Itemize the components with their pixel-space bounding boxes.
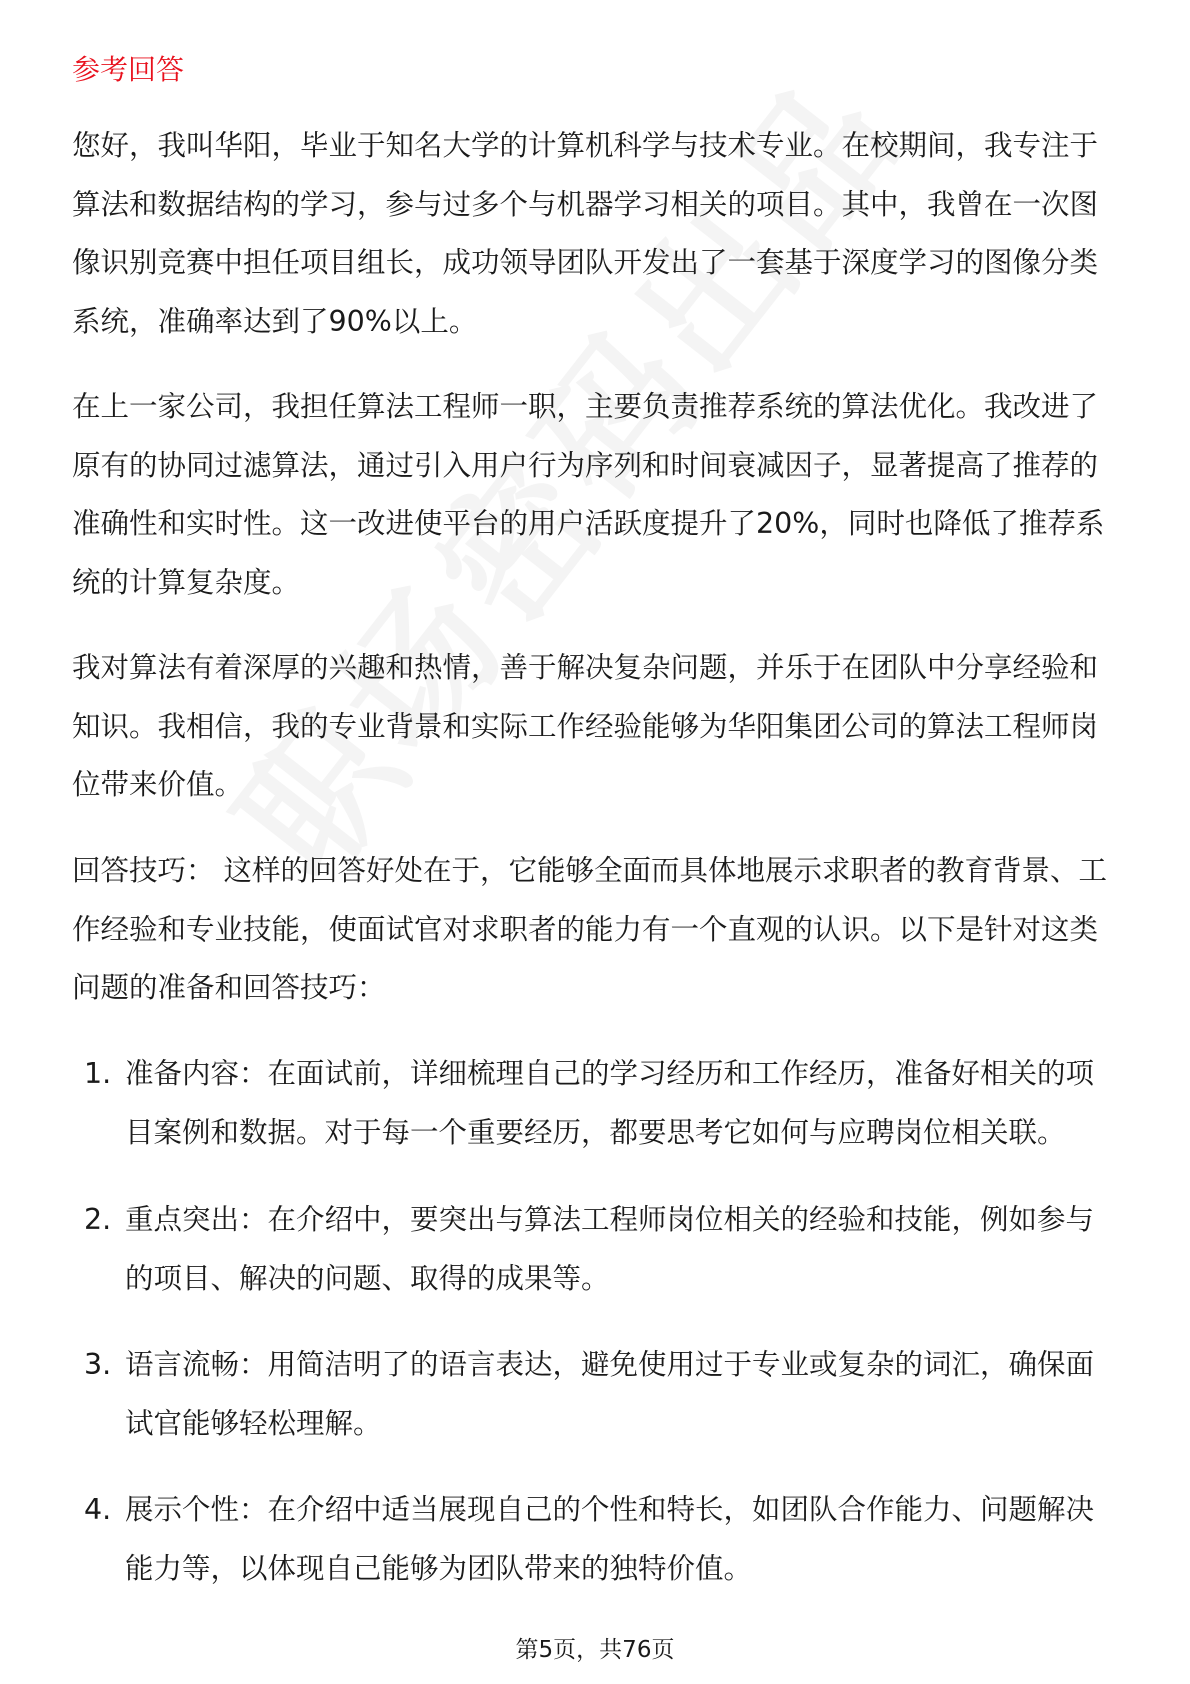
tip-number: 3. — [84, 1348, 112, 1381]
paragraph-motivation: 我对算法有着深厚的兴趣和热情，善于解决复杂问题，并乐于在团队中分享经验和 知识。我相信，我的专业背景和实际工作经验能够为华阳集团公司的算法工程师岗 位带来价值。 — [72, 651, 1099, 801]
paragraph-intro: 您好，我叫华阳，毕业于知名大学的计算机科学与技术专业。在校期间，我专注于 算法和数据结构的学习，参与过多个与机器学习相关的项目。其中，我曾在一次图 像识别竞赛中担任项目组长，成功领导团队开发出了一套基于深度学习的图像分类 系统，准确率达到了90%以上。 — [72, 129, 1099, 338]
paragraph-experience: 在上一家公司，我担任算法工程师一职，主要负责推荐系统的算法优化。我改进了 原有的协同过滤算法，通过引入用户行为序列和时间衰减因子，显著提高了推荐的 准确性和实时性。这一改进使平台的用户活跃度提升了20%，同时也降低了推荐系 统的计算复杂度。 — [72, 390, 1105, 599]
tip-number: 1. — [84, 1057, 112, 1090]
paragraph-tips-intro: 回答技巧： 这样的回答好处在于，它能够全面而具体地展示求职者的教育背景、工 作经验和专业技能，使面试官对求职者的能力有一个直观的认识。以下是针对这类 问题的准备和回答技巧： — [72, 854, 1108, 1004]
section-title: 参考回答 — [72, 53, 185, 86]
tip-number: 2. — [84, 1203, 112, 1236]
tip-text: 准备内容：在面试前，详细梳理自己的学习经历和工作经历，准备好相关的项 目案例和数据。对于每一个重要经历，都要思考它如何与应聘岗位相关联。 — [125, 1057, 1095, 1149]
tip-text: 展示个性：在介绍中适当展现自己的个性和特长，如团队合作能力、问题解决 能力等，以体现自己能够为团队带来的独特价值。 — [125, 1493, 1095, 1585]
tip-text: 重点突出：在介绍中，要突出与算法工程师岗位相关的经验和技能，例如参与 的项目、解决的问题、取得的成果等。 — [125, 1203, 1095, 1295]
tip-number: 4. — [84, 1493, 112, 1526]
page-number: 第5页，共76页 — [515, 1637, 675, 1663]
tip-text: 语言流畅：用简洁明了的语言表达，避免使用过于专业或复杂的词汇，确保面 试官能够轻松理解。 — [125, 1348, 1095, 1440]
